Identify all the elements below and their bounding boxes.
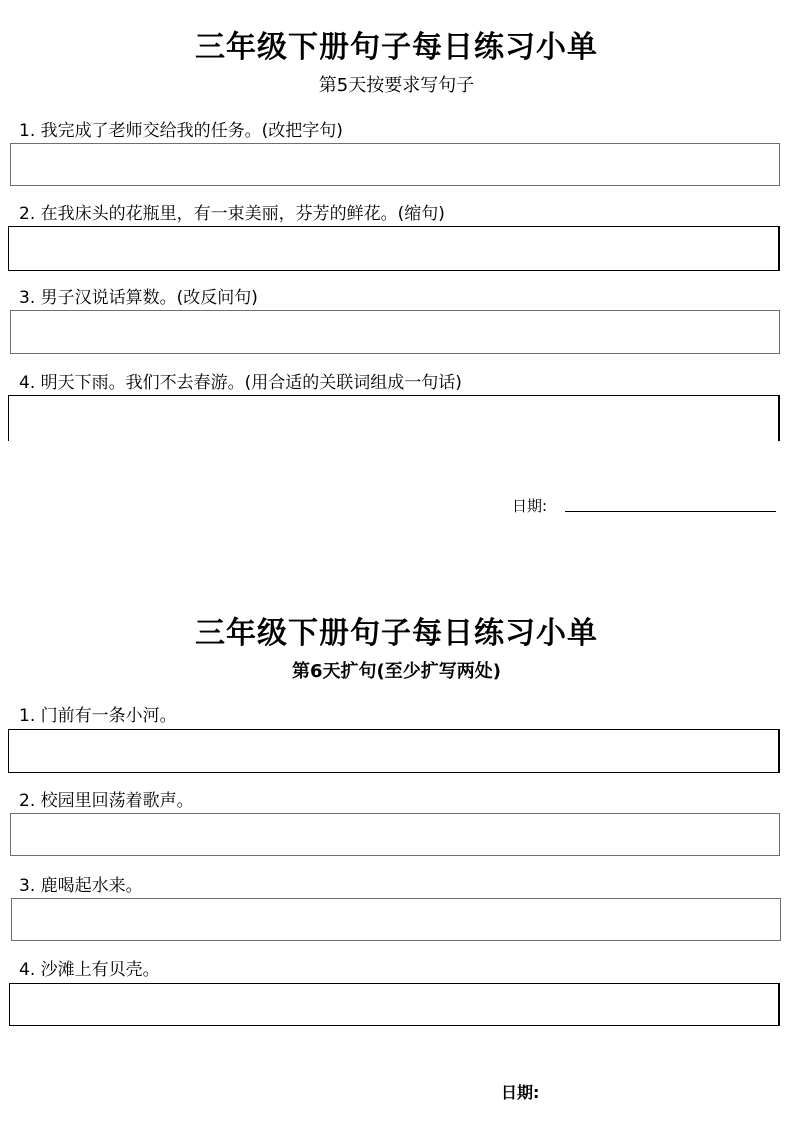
date-label: 日期: [501,1083,540,1102]
date-label: 日期: [512,497,548,515]
answer-box-4[interactable] [8,395,780,441]
question-2-prompt: 2. 在我床头的花瓶里，有一束美丽，芬芳的鲜花。(缩句) [19,204,445,224]
answer-box-1[interactable] [8,729,780,773]
date-field[interactable] [565,511,776,512]
question-4-prompt: 4. 沙滩上有贝壳。 [19,960,160,980]
question-3-prompt: 3. 男子汉说话算数。(改反问句) [19,288,258,308]
question-3-prompt: 3. 鹿喝起水来。 [19,876,143,896]
answer-box-4[interactable] [9,983,780,1026]
worksheet-title: 三年级下册句子每日练习小单 [195,30,598,65]
answer-box-3[interactable] [11,898,781,941]
worksheet-subtitle: 第6天扩句(至少扩写两处) [292,661,501,682]
answer-box-3[interactable] [10,310,780,354]
question-1-prompt: 1. 我完成了老师交给我的任务。(改把字句) [19,121,343,141]
answer-box-2[interactable] [10,813,780,856]
question-1-prompt: 1. 门前有一条小河。 [19,706,177,726]
worksheet-subtitle: 第5天按要求写句子 [318,75,475,96]
worksheet-title: 三年级下册句子每日练习小单 [195,616,598,651]
answer-box-1[interactable] [10,143,780,186]
question-4-prompt: 4. 明天下雨。我们不去春游。(用合适的关联词组成一句话) [19,373,462,393]
question-2-prompt: 2. 校园里回荡着歌声。 [19,791,194,811]
answer-box-2[interactable] [8,226,780,271]
